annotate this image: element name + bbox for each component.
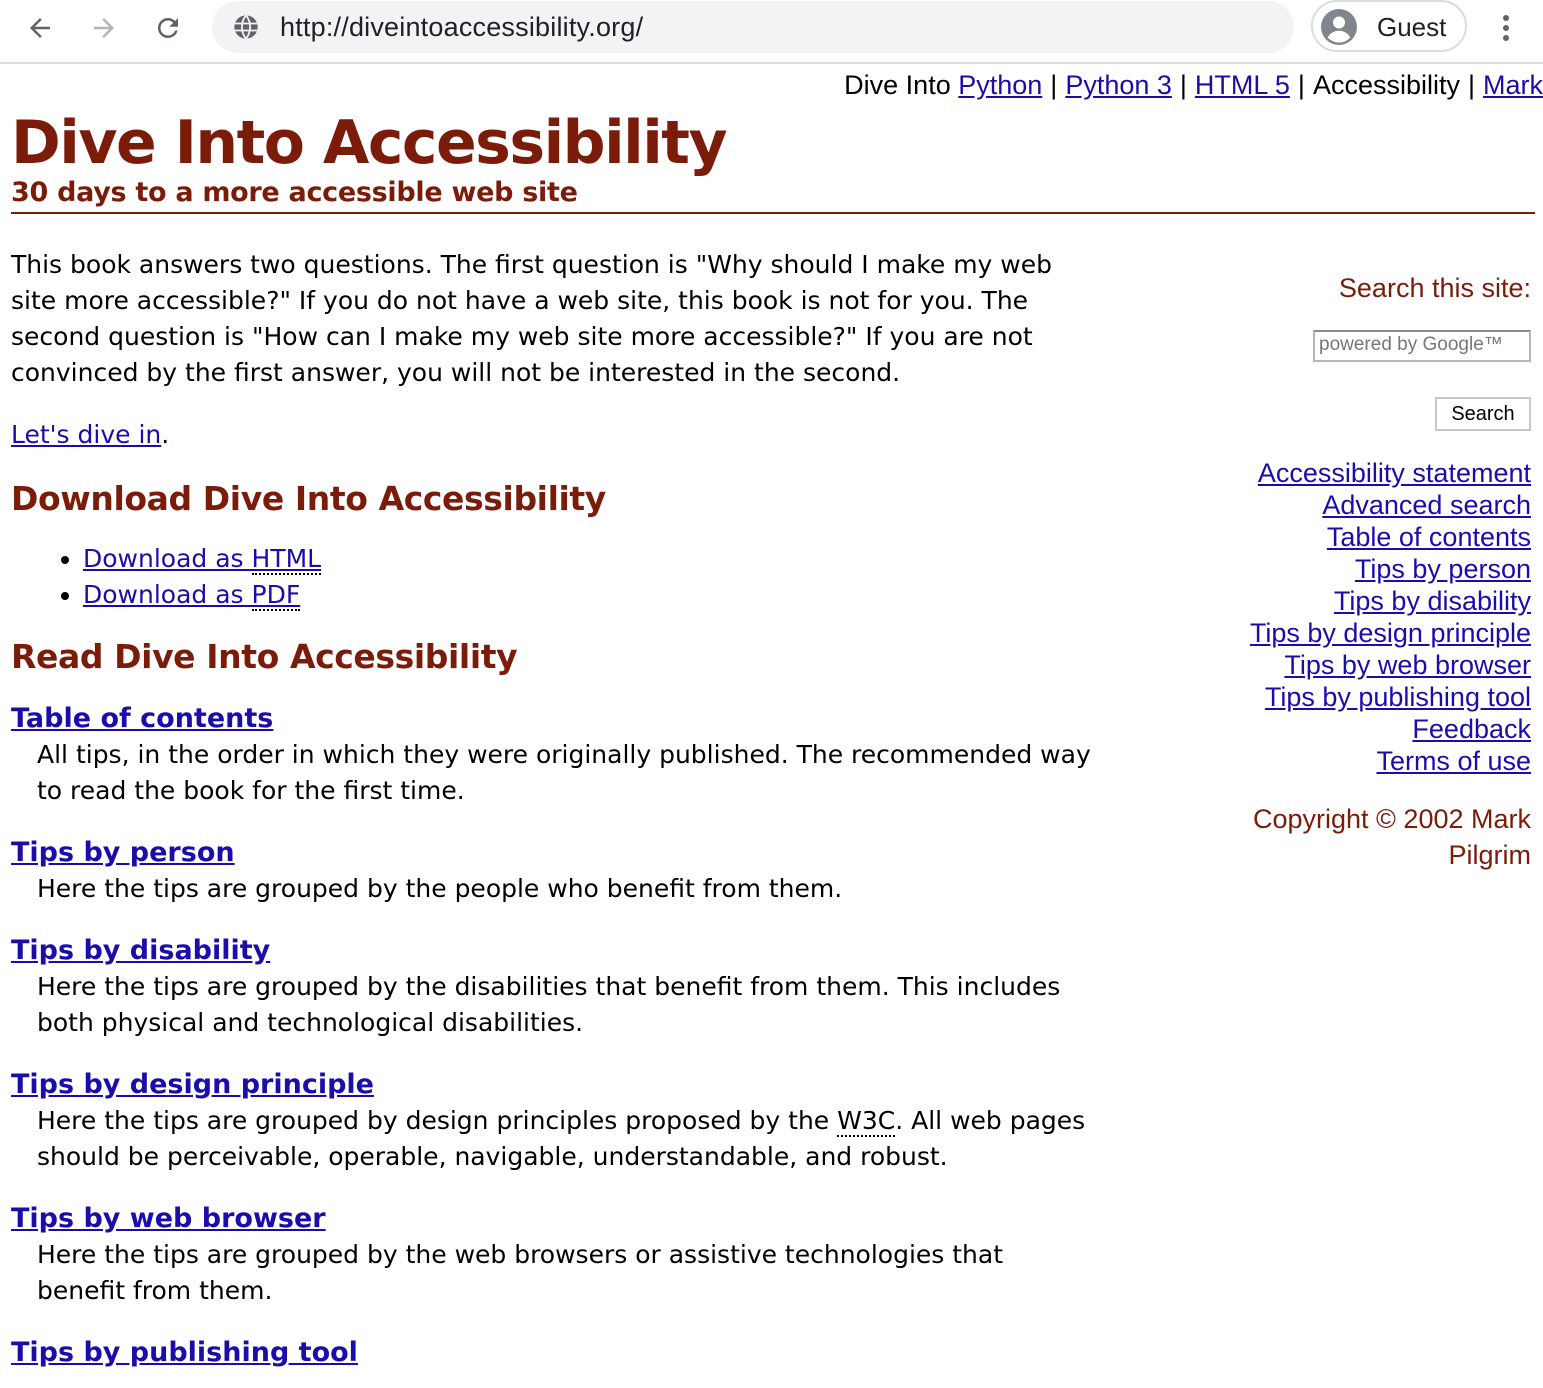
arrow-left-icon [25, 13, 55, 43]
profile-name: Guest [1377, 12, 1447, 42]
nav-link-python3[interactable]: Python 3 [1065, 70, 1172, 100]
section-web-browser [11, 1201, 1091, 1309]
section-disability [11, 933, 1091, 1041]
sidebar-link-tips-disability[interactable]: Tips by disability [1333, 586, 1531, 616]
section-desc: All tips, in the order in which they were originally published. The recommended way to read the book for the first time. [37, 740, 1091, 805]
nav-current: Accessibility [1312, 70, 1460, 100]
section-link-disability[interactable]: Tips by disability [11, 935, 271, 966]
section-design-principle [11, 1067, 1091, 1175]
sidebar-link-terms[interactable]: Terms of use [1376, 746, 1531, 776]
section-link-design-principle[interactable]: Tips by design principle [11, 1069, 374, 1100]
download-html-link[interactable]: Download as HTML [83, 544, 322, 573]
sidebar [1171, 270, 1531, 873]
section-link-web-browser[interactable]: Tips by web browser [11, 1203, 326, 1234]
section-link-toc[interactable]: Table of contents [11, 703, 274, 734]
header-divider [11, 212, 1535, 214]
w3c-abbr: W3C [837, 1106, 896, 1135]
section-person [11, 835, 1091, 907]
sidebar-link-tips-web-browser[interactable]: Tips by web browser [1284, 650, 1531, 680]
list-item [83, 541, 1091, 577]
sidebar-link-feedback[interactable]: Feedback [1412, 714, 1531, 744]
search-button[interactable]: Search [1435, 397, 1531, 431]
sidebar-links [1171, 457, 1531, 777]
download-heading: Download Dive Into Accessibility [11, 479, 606, 518]
sidebar-link-accessibility-statement[interactable]: Accessibility statement [1257, 458, 1531, 488]
dive-in-link[interactable]: Let's dive in [11, 420, 162, 449]
url-text: http://diveintoaccessibility.org/ [280, 12, 644, 42]
browser-menu-button[interactable] [1486, 6, 1526, 50]
address-bar[interactable] [212, 1, 1294, 53]
nav-link-html5[interactable]: HTML 5 [1194, 70, 1290, 100]
section-link-publishing-tool[interactable]: Tips by publishing tool [11, 1337, 358, 1368]
main-content [11, 247, 1091, 1371]
reload-button[interactable] [146, 6, 190, 50]
more-vertical-icon [1486, 6, 1526, 50]
page-title: Dive Into Accessibility [11, 108, 727, 178]
download-list [11, 541, 1091, 613]
search-label: Search this site: [1338, 273, 1531, 303]
globe-icon [232, 13, 260, 41]
search-input[interactable]: powered by Google™ [1313, 330, 1531, 362]
site-network-nav: Dive Into Python | Python 3 | HTML 5 | Accessibility | Mark [844, 70, 1543, 100]
download-pdf-link[interactable]: Download as PDF [83, 580, 301, 609]
sidebar-link-tips-person[interactable]: Tips by person [1354, 554, 1531, 584]
copyright: Copyright © 2002 Mark Pilgrim [1252, 804, 1531, 870]
sidebar-link-advanced-search[interactable]: Advanced search [1322, 490, 1531, 520]
page-subtitle: 30 days to a more accessible web site [11, 177, 578, 208]
back-button[interactable] [18, 6, 62, 50]
reload-icon [153, 13, 183, 43]
sidebar-link-toc[interactable]: Table of contents [1326, 522, 1531, 552]
list-item [83, 577, 1091, 613]
intro-paragraph: This book answers two questions. The first question is "Why should I make my web site more accessible?" If you do not have a web site, this book is not for you. The second question is "How can I make my web site more accessible?" If you are not convinced by the first answer, you will not be interested in the second. [11, 250, 1052, 387]
section-desc: Here the tips are grouped by the web browsers or assistive technologies that benefit from them. [37, 1240, 1004, 1305]
sidebar-link-tips-publishing-tool[interactable]: Tips by publishing tool [1264, 682, 1531, 712]
nav-prefix: Dive Into [844, 70, 951, 100]
section-toc [11, 701, 1091, 809]
nav-link-python[interactable]: Python [958, 70, 1043, 100]
dive-in-paragraph: Let's dive in. [11, 420, 170, 449]
avatar-icon [1321, 9, 1357, 45]
section-link-person[interactable]: Tips by person [11, 837, 235, 868]
section-publishing-tool [11, 1335, 1091, 1371]
nav-link-mark[interactable]: Mark [1483, 70, 1543, 100]
section-desc: Here the tips are grouped by the disabilities that benefit from them. This includes both physical and technological disabilities. [37, 972, 1061, 1037]
sidebar-link-tips-design-principle[interactable]: Tips by design principle [1249, 618, 1531, 648]
read-heading: Read Dive Into Accessibility [11, 637, 518, 676]
arrow-right-icon [89, 13, 119, 43]
forward-button[interactable] [82, 6, 126, 50]
browser-toolbar [0, 0, 1543, 64]
profile-button[interactable] [1311, 0, 1467, 52]
section-desc: Here the tips are grouped by design principles proposed by the W3C. All web pages should be perceivable, operable, navigable, understandable, and robust. [37, 1106, 1086, 1171]
section-desc: Here the tips are grouped by the people who benefit from them. [37, 874, 843, 903]
